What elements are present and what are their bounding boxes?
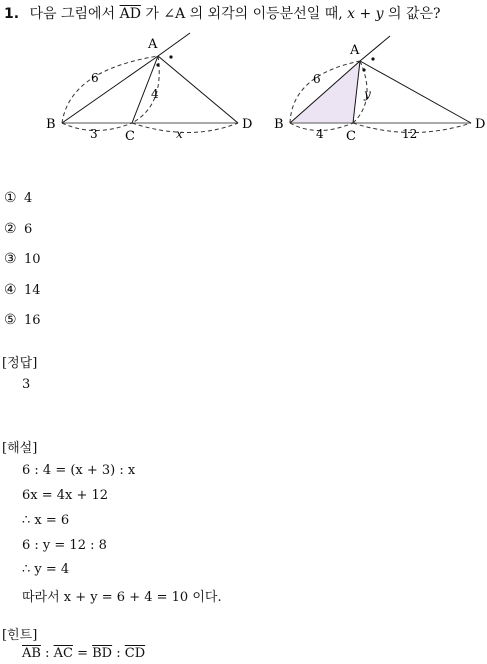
choice-number: ③ — [4, 251, 17, 267]
figure-left — [40, 30, 260, 150]
hint-ratio: $\overline{AB}$ : $\overline{AC} = \overline{BD}$ : $\overline{CD}$ — [22, 646, 146, 661]
answer-label: [정답] — [2, 356, 38, 371]
choice-value: 16 — [24, 312, 41, 328]
solution-line: ∴ y = 4 — [22, 562, 70, 577]
length-bc: 4 — [316, 127, 324, 141]
label-c: C — [125, 129, 135, 144]
label-b: B — [46, 117, 56, 132]
segment-bd: $\overline{BD}$ — [92, 646, 113, 661]
choice-2[interactable] — [4, 221, 32, 237]
choice-number: ④ — [4, 282, 17, 298]
choice-number: ⑤ — [4, 312, 17, 328]
answer-value: 3 — [22, 377, 31, 392]
segment-ab: $\overline{AB}$ — [22, 646, 41, 661]
solution-line: 6 : y = 12 : 8 — [22, 538, 107, 553]
segment-cd: $\overline{CD}$ — [124, 646, 146, 661]
label-d: D — [242, 117, 253, 132]
choice-value: 4 — [24, 190, 33, 206]
question-text-after: 의 값은? — [388, 6, 441, 22]
question-expr: x + y — [347, 6, 384, 22]
choice-value: 10 — [24, 251, 41, 267]
length-ac: 4 — [151, 87, 159, 101]
segment-ac: $\overline{AC}$ — [53, 646, 73, 661]
length-cd: x — [176, 127, 183, 141]
hint-label: [힌트] — [2, 628, 38, 643]
choice-value: 6 — [24, 221, 33, 237]
label-a: A — [148, 37, 158, 52]
solution-line: 6x = 4x + 12 — [22, 488, 109, 503]
choice-number: ① — [4, 190, 17, 206]
label-a: A — [350, 43, 360, 58]
solution-line: ∴ x = 6 — [22, 513, 70, 528]
length-cd: 12 — [402, 127, 418, 141]
choice-1[interactable] — [4, 190, 32, 206]
length-ab: 6 — [91, 71, 99, 85]
question-text-before: 다음 그림에서 — [29, 6, 116, 22]
solution-line: 6 : 4 = (x + 3) : x — [22, 463, 136, 478]
choice-value: 14 — [24, 282, 41, 298]
question-number: 1. — [4, 6, 20, 22]
choice-number: ② — [4, 221, 17, 237]
choice-4[interactable] — [4, 282, 41, 298]
choice-5[interactable] — [4, 312, 41, 328]
figure-right — [272, 30, 487, 150]
choice-3[interactable] — [4, 251, 41, 267]
length-ab: 6 — [313, 72, 321, 86]
question-header — [4, 3, 441, 23]
question-text-mid: 가 ∠A 의 외각의 이등분선일 때, — [145, 6, 343, 22]
segment-ad: $\overline{AD}$ — [119, 6, 141, 22]
label-c: C — [346, 129, 356, 144]
solution-label: [해설] — [2, 441, 38, 456]
length-ac: y — [364, 87, 371, 101]
label-d: D — [475, 117, 486, 132]
label-b: B — [274, 117, 284, 132]
length-bc: 3 — [90, 127, 98, 141]
solution-line: 따라서 x + y = 6 + 4 = 10 이다. — [22, 590, 222, 605]
